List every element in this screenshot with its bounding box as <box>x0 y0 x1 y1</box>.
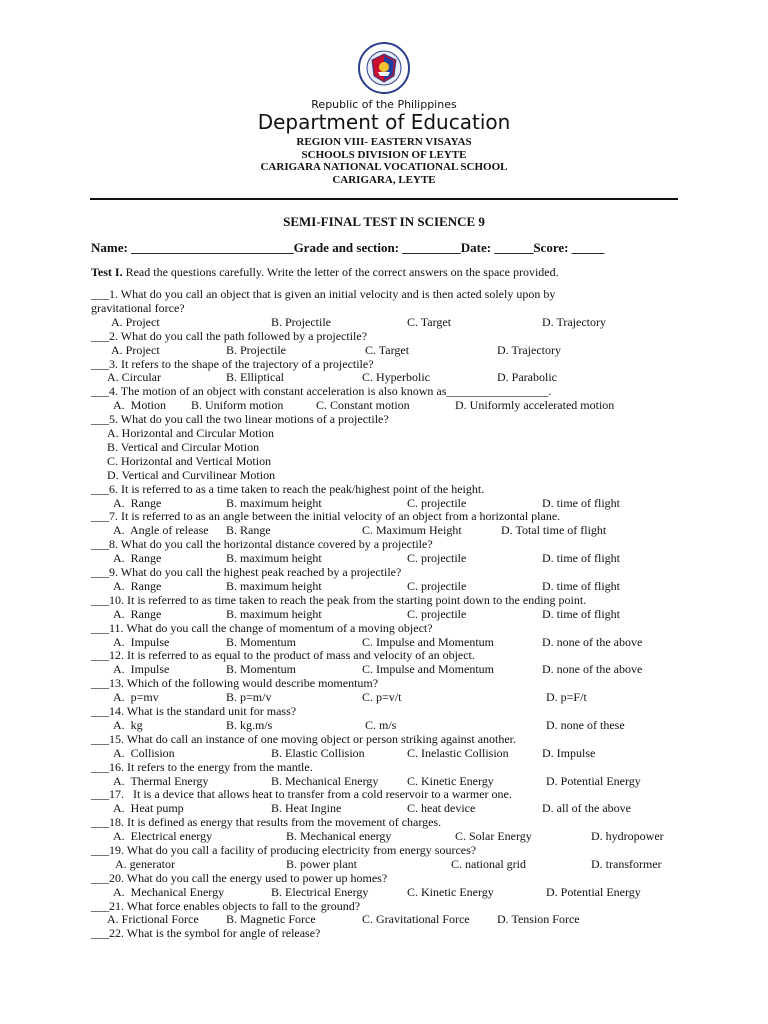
option-a: A. Circular <box>107 370 161 385</box>
option-c: C. Impulse and Momentum <box>362 634 494 649</box>
option-c: C. Inelastic Collision <box>407 745 509 760</box>
option-b: B. Mechanical Energy <box>271 773 379 788</box>
question-text: ___18. It is defined as energy that results from the movement of charges. <box>91 815 442 830</box>
option-b: B. Elastic Collision <box>271 745 365 760</box>
option-d: D. transformer <box>591 856 662 871</box>
option-a: A. Collision <box>113 745 175 760</box>
option-a: A. Heat pump <box>113 801 184 816</box>
option-c: C. Target <box>365 342 410 357</box>
option-a: A. Thermal Energy <box>113 773 209 788</box>
option-b: B. Momentum <box>226 634 297 649</box>
option-b: B. kg.m/s <box>226 717 273 732</box>
option-d: D. Vertical and Curvilinear Motion <box>107 467 276 482</box>
option-a: A. Range <box>113 551 162 566</box>
option-a: A. p=mv <box>113 690 159 705</box>
option-c: C. Kinetic Energy <box>407 884 494 899</box>
question-text: ___19. What do you call a facility of producing electricity from energy sources? <box>91 842 477 857</box>
option-b: B. Projectile <box>271 314 331 329</box>
options-row <box>91 636 681 650</box>
option-b: B. Elliptical <box>226 370 284 385</box>
option-b: B. Uniform motion <box>191 398 284 413</box>
option-a: A. Range <box>113 606 162 621</box>
option-a: A. Motion <box>113 398 167 413</box>
question-text: ___11. What do you call the change of momentum of a moving object? <box>91 620 433 635</box>
option-a: A. Mechanical Energy <box>113 884 225 899</box>
division-label: SCHOOLS DIVISION OF LEYTE <box>301 149 467 161</box>
department-title: Department of Education <box>257 110 511 134</box>
options-row <box>91 886 681 900</box>
question-text: ___13. Which of the following would describe momentum? <box>91 676 379 691</box>
question-text: ___17. It is a device that allows heat to transfer from a cold reservoir to a warmer one. <box>91 787 512 802</box>
option-d: D. Potential Energy <box>546 884 641 899</box>
options-row <box>91 719 681 733</box>
options-row <box>91 371 681 385</box>
school-name: CARIGARA NATIONAL VOCATIONAL SCHOOL <box>260 161 508 173</box>
option-b: B. Magnetic Force <box>226 912 316 927</box>
question-text: ___20. What do you call the energy used to power up homes? <box>91 870 388 885</box>
option-d: D. time of flight <box>542 551 620 566</box>
option-c: C. Kinetic Energy <box>407 773 494 788</box>
option-d: D. Trajectory <box>542 314 606 329</box>
student-info-line: Name: _________________________Grade and section: _________Date: ______Score: _____ <box>91 240 605 255</box>
options-row <box>91 747 681 761</box>
test-title: SEMI-FINAL TEST IN SCIENCE 9 <box>283 214 485 229</box>
option-a: A. Angle of release <box>113 523 209 538</box>
options-row <box>91 552 681 566</box>
option-d: D. Uniformly accelerated motion <box>455 398 615 413</box>
question-text: ___14. What is the standard unit for mass? <box>91 704 297 718</box>
option-d: D. p=F/t <box>546 690 587 705</box>
option-b: B. maximum height <box>226 551 322 566</box>
instruction-text: Read the questions carefully. Write the letter of the correct answers on the space provided. <box>122 265 559 279</box>
question-text: ___2. What do you call the path followed by a projectile? <box>91 328 368 343</box>
option-a: A. kg <box>113 717 143 732</box>
option-b: B. Momentum <box>226 662 297 677</box>
option-b: B. Heat Ingine <box>271 801 342 816</box>
option-a: A. Project <box>111 342 160 357</box>
question-text: ___1. What do you call an object that is given an initial velocity and is then acted solely upon by <box>91 287 556 301</box>
option-b: B. Electrical Energy <box>271 884 369 899</box>
option-d: D. none of the above <box>542 662 643 677</box>
option-b: B. Vertical and Circular Motion <box>107 439 260 454</box>
instruction-label: Test I. <box>91 265 123 279</box>
question-text: ___5. What do you call the two linear motions of a projectile? <box>91 412 389 427</box>
header-divider <box>90 198 678 200</box>
option-a: A. Frictional Force <box>107 912 199 927</box>
option-d: D. time of flight <box>542 495 620 510</box>
option-a: A. Project <box>111 314 160 329</box>
option-c: C. Gravitational Force <box>362 912 470 927</box>
question-text: ___7. It is referred to as an angle between the initial velocity of an object from a horizontal plane. <box>91 509 561 524</box>
deped-seal-logo <box>352 42 416 94</box>
option-d: D. Tension Force <box>497 912 580 927</box>
options-row <box>91 691 681 705</box>
option-d: D. Trajectory <box>497 342 561 357</box>
option-a: A. generator <box>115 856 175 871</box>
options-row <box>91 524 681 538</box>
option-d: D. hydropower <box>591 829 664 844</box>
option-a: A. Range <box>113 578 162 593</box>
options-row <box>91 580 681 594</box>
option-a: A. Range <box>113 495 162 510</box>
question-text: ___16. It refers to the energy from the mantle. <box>91 759 313 774</box>
option-c: C. heat device <box>407 801 476 816</box>
question-text: ___4. The motion of an object with constant acceleration is also known as_________________. <box>91 384 552 399</box>
option-d: D. time of flight <box>542 578 620 593</box>
option-b: B. Projectile <box>226 342 286 357</box>
question-text: ___22. What is the symbol for angle of release? <box>91 926 321 941</box>
question-text: ___21. What force enables objects to fall to the ground? <box>91 898 361 913</box>
option-a: A. Horizontal and Circular Motion <box>107 426 274 440</box>
options-row <box>91 858 681 872</box>
option-d: D. Potential Energy <box>546 773 641 788</box>
option-b: B. p=m/v <box>226 690 272 705</box>
options-row <box>91 802 681 816</box>
option-c: C. Horizontal and Vertical Motion <box>107 453 272 468</box>
region-label: REGION VIII- EASTERN VISAYAS <box>296 136 472 148</box>
option-c: C. Hyperbolic <box>362 370 430 385</box>
test-instructions <box>91 265 559 280</box>
options-row <box>91 497 681 511</box>
option-a: A. Impulse <box>113 634 170 649</box>
option-b: B. Range <box>226 523 271 538</box>
option-b: B. maximum height <box>226 578 322 593</box>
question-text: ___8. What do you call the horizontal distance covered by a projectile? <box>91 537 433 552</box>
option-c: C. projectile <box>407 578 467 593</box>
option-c: C. Target <box>407 314 452 329</box>
question-text: ___10. It is referred to as time taken to reach the peak from the starting point down to the ending point. <box>91 592 587 607</box>
republic-label: Republic of the Philippines <box>311 98 457 111</box>
question-text: ___6. It is referred to as a time taken to reach the peak/highest point of the height. <box>91 481 485 496</box>
option-b: B. Mechanical energy <box>286 829 392 844</box>
option-b: B. maximum height <box>226 495 322 510</box>
option-c: C. national grid <box>451 856 526 871</box>
option-c: C. Maximum Height <box>362 523 462 538</box>
option-d: D. none of these <box>546 717 625 732</box>
option-d: D. none of the above <box>542 634 643 649</box>
options-row <box>91 399 681 413</box>
question-text-continued: gravitational force? <box>91 300 185 315</box>
question-list <box>91 288 681 941</box>
question-text: ___9. What do you call the highest peak reached by a projectile? <box>91 565 402 580</box>
option-c: C. Impulse and Momentum <box>362 662 494 677</box>
question-text: ___12. It is referred to as equal to the product of mass and velocity of an object. <box>91 648 475 663</box>
option-c: C. projectile <box>407 495 467 510</box>
option-c: C. Constant motion <box>316 398 410 413</box>
options-row <box>91 775 681 789</box>
question-text: ___3. It refers to the shape of the trajectory of a projectile? <box>91 356 374 371</box>
option-c: C. projectile <box>407 606 467 621</box>
option-d: D. all of the above <box>542 801 631 816</box>
options-row <box>91 663 681 677</box>
option-c: C. projectile <box>407 551 467 566</box>
option-b: B. maximum height <box>226 606 322 621</box>
options-row <box>91 913 681 927</box>
options-row <box>91 608 681 622</box>
option-b: B. power plant <box>286 856 357 871</box>
option-c: C. m/s <box>365 717 397 732</box>
option-a: A. Electrical energy <box>113 829 213 844</box>
option-d: D. Parabolic <box>497 370 557 385</box>
question-text: ___15. What do call an instance of one moving object or person striking against another. <box>91 731 517 746</box>
options-row <box>91 316 681 330</box>
option-d: D. Total time of flight <box>501 523 607 538</box>
option-c: C. p=v/t <box>362 690 402 705</box>
options-row <box>91 344 681 358</box>
option-a: A. Impulse <box>113 662 170 677</box>
option-d: D. Impulse <box>542 745 596 760</box>
option-c: C. Solar Energy <box>455 829 532 844</box>
school-address: CARIGARA, LEYTE <box>332 174 436 186</box>
option-d: D. time of flight <box>542 606 620 621</box>
options-row <box>91 830 681 844</box>
